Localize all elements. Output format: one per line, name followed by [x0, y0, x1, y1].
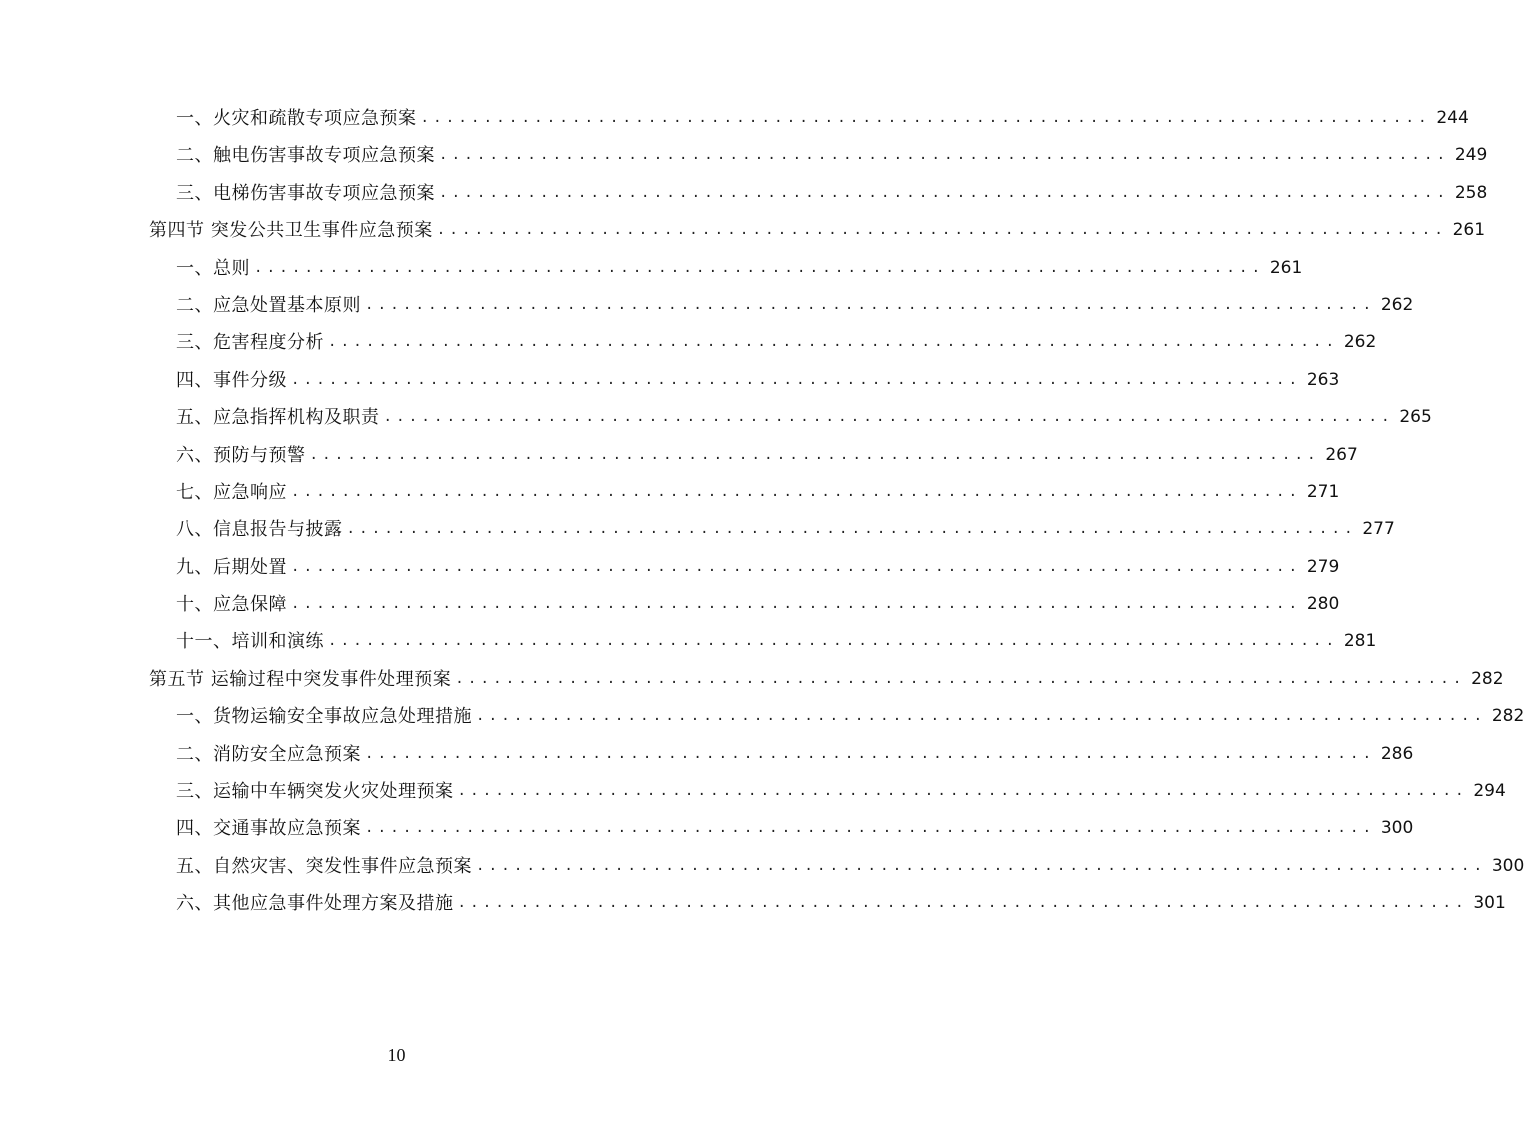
toc-entry[interactable]: [0, 698, 1524, 735]
toc-entry-page: 267: [1325, 444, 1358, 465]
toc-leader-dots: ................................................................................: [346, 521, 1357, 538]
toc-entry[interactable]: [0, 736, 1414, 773]
toc-entry[interactable]: [0, 773, 1506, 810]
toc-leader-dots: ................................................................................: [309, 446, 1320, 463]
toc-entry-page: 249: [1454, 145, 1488, 166]
toc-section-entry[interactable]: [0, 212, 1486, 249]
toc-entry-page: 300: [1380, 818, 1414, 839]
toc-entry-title: 一、火灾和疏散专项应急预案: [176, 108, 417, 129]
toc-leader-dots: ................................................................................: [254, 259, 1265, 276]
toc-entry-title: 三、危害程度分析: [176, 332, 324, 354]
toc-entry[interactable]: [0, 810, 1414, 847]
toc-leader-dots: ................................................................................: [291, 558, 1302, 575]
toc-entry-page: 277: [1362, 519, 1395, 540]
toc-leader-dots: ................................................................................: [457, 783, 1468, 800]
toc-entry[interactable]: [0, 885, 1506, 922]
toc-entry-page: 258: [1454, 182, 1488, 203]
toc-entry-title: 第五节 运输过程中突发事件处理预案: [149, 668, 452, 690]
toc-entry-page: 261: [1269, 257, 1303, 278]
toc-entry[interactable]: [0, 250, 1303, 287]
toc-leader-dots: ................................................................................: [365, 820, 1376, 837]
toc-leader-dots: ................................................................................: [476, 857, 1487, 874]
toc-leader-dots: ................................................................................: [420, 110, 1431, 126]
toc-entry[interactable]: [0, 175, 1488, 212]
toc-entry-page: 281: [1343, 631, 1377, 652]
toc-entry-page: 265: [1399, 407, 1432, 428]
toc-entry-title: 三、电梯伤害事故专项应急预案: [176, 182, 435, 204]
toc-leader-dots: ................................................................................: [328, 633, 1339, 650]
toc-entry-page: 263: [1306, 369, 1340, 390]
toc-entry-title: 二、消防安全应急预案: [176, 743, 361, 765]
toc-entry-title: 二、触电伤害事故专项应急预案: [176, 145, 435, 167]
toc-entry[interactable]: [0, 586, 1340, 623]
toc-entry[interactable]: [0, 287, 1414, 324]
toc-entry[interactable]: [0, 137, 1488, 174]
toc-leader-dots: ................................................................................: [439, 147, 1450, 164]
toc-leader-dots: ................................................................................: [365, 745, 1376, 762]
toc-entry-page: 280: [1306, 594, 1340, 615]
toc-entry[interactable]: [0, 437, 1358, 474]
toc-entry-title: 九、后期处置: [176, 556, 287, 578]
toc-entry[interactable]: [0, 399, 1432, 436]
toc-entry-page: 286: [1380, 743, 1414, 764]
toc-entry-page: 262: [1343, 332, 1377, 353]
toc-entry[interactable]: [0, 100, 1469, 137]
toc-entry-title: 二、应急处置基本原则: [176, 294, 361, 316]
toc-entry-title: 五、自然灾害、突发性事件应急预案: [176, 855, 472, 877]
toc-section-entry[interactable]: [0, 661, 1504, 698]
page-number: 10: [387, 1045, 406, 1065]
toc-leader-dots: ................................................................................: [436, 222, 1448, 239]
toc-leader-dots: ................................................................................: [457, 895, 1468, 912]
toc-leader-dots: ................................................................................: [383, 409, 1394, 426]
toc-entry-title: 第四节 突发公共卫生事件应急预案: [149, 220, 433, 242]
toc-leader-dots: ................................................................................: [328, 334, 1339, 351]
toc-entry-page: 282: [1471, 668, 1504, 689]
toc-leader-dots: ................................................................................: [439, 184, 1450, 201]
toc-leader-dots: ................................................................................: [365, 296, 1376, 313]
toc-entry-page: 244: [1436, 108, 1469, 128]
toc-leader-dots: ................................................................................: [455, 670, 1466, 687]
toc-entry[interactable]: [0, 362, 1340, 399]
toc-entry-title: 五、应急指挥机构及职责: [176, 407, 380, 429]
table-of-contents: [0, 100, 1524, 923]
toc-entry[interactable]: [0, 511, 1395, 548]
toc-entry-title: 十一、培训和演练: [176, 631, 324, 653]
toc-entry-page: 279: [1306, 556, 1340, 577]
toc-entry[interactable]: [0, 474, 1340, 511]
toc-entry-title: 十、应急保障: [176, 594, 287, 616]
toc-entry-title: 四、事件分级: [176, 369, 287, 391]
toc-entry-page: 271: [1306, 481, 1340, 502]
toc-entry-page: 282: [1491, 706, 1524, 727]
toc-entry-page: 301: [1473, 893, 1506, 914]
toc-entry-title: 六、其他应急事件处理方案及措施: [176, 893, 454, 915]
toc-entry-page: 261: [1452, 220, 1486, 241]
toc-entry-title: 八、信息报告与披露: [176, 519, 343, 541]
toc-leader-dots: ................................................................................: [291, 371, 1302, 388]
toc-entry[interactable]: [0, 623, 1377, 660]
toc-entry-page: 300: [1491, 855, 1524, 876]
toc-entry-title: 一、货物运输安全事故应急处理措施: [176, 706, 472, 728]
toc-entry-title: 七、应急响应: [176, 481, 287, 503]
toc-entry-title: 一、总则: [176, 257, 250, 279]
toc-entry[interactable]: [0, 324, 1377, 361]
toc-entry[interactable]: [0, 848, 1524, 885]
toc-leader-dots: ................................................................................: [476, 708, 1487, 725]
toc-entry-page: 262: [1380, 294, 1414, 315]
toc-entry-title: 六、预防与预警: [176, 444, 306, 466]
toc-leader-dots: ................................................................................: [291, 596, 1302, 613]
toc-entry-title: 四、交通事故应急预案: [176, 818, 361, 840]
toc-entry-title: 三、运输中车辆突发火灾处理预案: [176, 781, 454, 803]
toc-leader-dots: ................................................................................: [291, 483, 1302, 500]
toc-entry-page: 294: [1473, 781, 1506, 802]
toc-entry[interactable]: [0, 549, 1340, 586]
